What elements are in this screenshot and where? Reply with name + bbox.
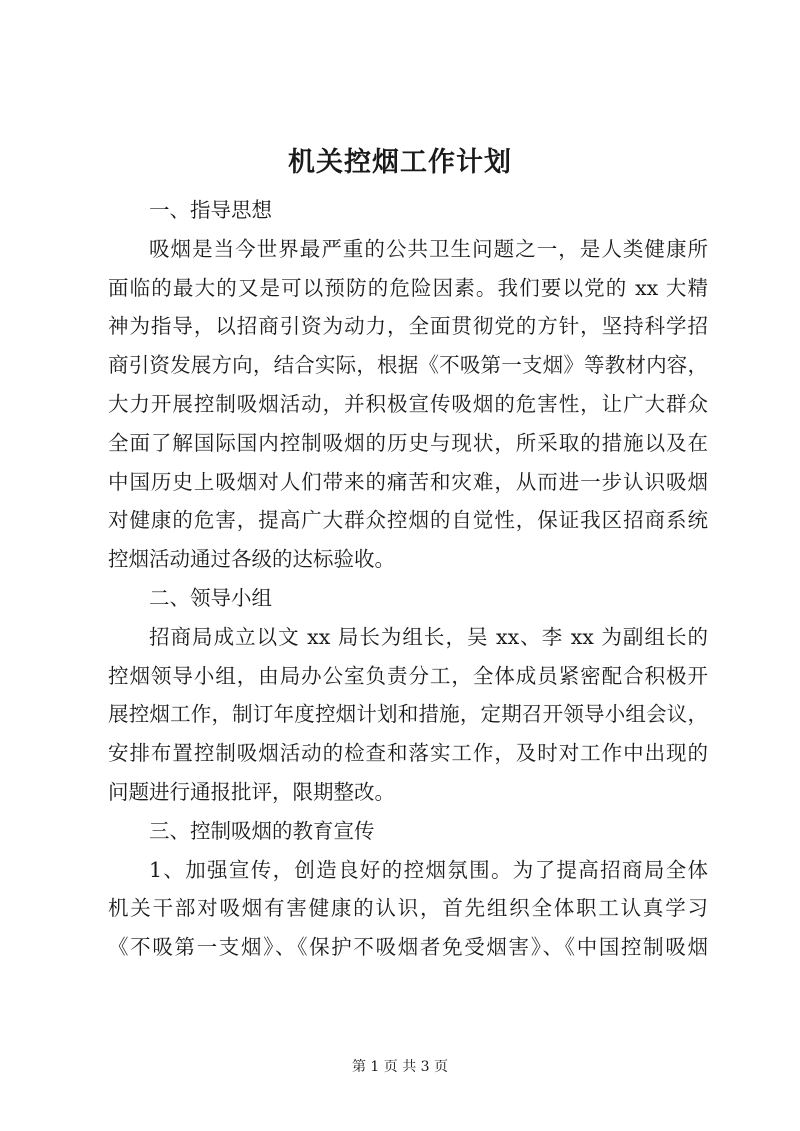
paragraph-line: 机关干部对吸烟有害健康的认识，首先组织全体职工认真学习 — [108, 896, 708, 921]
paragraph-line: 展控烟工作，制订年度控烟计划和措施，定期召开领导小组会议， — [108, 702, 708, 727]
section-heading: 二、领导小组 — [149, 585, 272, 610]
document-body — [108, 191, 708, 967]
paragraph-line: 面临的最大的又是可以预防的危险因素。我们要以党的 xx 大精 — [108, 275, 708, 300]
paragraph-line: 问题进行通报批评，限期整改。 — [108, 779, 395, 804]
paragraph-line: 控烟活动通过各级的达标验收。 — [108, 547, 395, 572]
paragraph-line: 中国历史上吸烟对人们带来的痛苦和灾难，从而进一步认识吸烟 — [108, 469, 708, 494]
paragraph-line: 1、加强宣传，创造良好的控烟氛围。为了提高招商局全体 — [149, 857, 708, 882]
paragraph-line: 神为指导，以招商引资为动力，全面贯彻党的方针，坚持科学招 — [108, 314, 708, 339]
paragraph-line: 商引资发展方向，结合实际，根据《不吸第一支烟》等教材内容， — [108, 353, 708, 378]
document-title: 机关控烟工作计划 — [288, 147, 512, 178]
section-heading: 三、控制吸烟的教育宣传 — [149, 818, 375, 843]
paragraph-line: 控烟领导小组，由局办公室负责分工，全体成员紧密配合积极开 — [108, 663, 708, 688]
paragraph-line: 大力开展控制吸烟活动，并积极宣传吸烟的危害性，让广大群众 — [108, 391, 708, 416]
paragraph-line: 吸烟是当今世界最严重的公共卫生问题之一，是人类健康所 — [149, 236, 708, 261]
section-heading: 一、指导思想 — [149, 198, 272, 222]
paragraph-line: 全面了解国际国内控制吸烟的历史与现状，所采取的措施以及在 — [108, 430, 708, 455]
paragraph-line: 《不吸第一支烟》、《保护不吸烟者免受烟害》、《中国控制吸烟 — [108, 935, 708, 960]
paragraph-line: 招商局成立以文 xx 局长为组长，吴 xx、李 xx 为副组长的 — [149, 624, 708, 649]
paragraph-line: 对健康的危害，提高广大群众控烟的自觉性，保证我区招商系统 — [108, 508, 708, 533]
paragraph-line: 安排布置控制吸烟活动的检查和落实工作，及时对工作中出现的 — [108, 741, 708, 766]
page-footer: 第 1 页 共 3 页 — [351, 1059, 449, 1075]
